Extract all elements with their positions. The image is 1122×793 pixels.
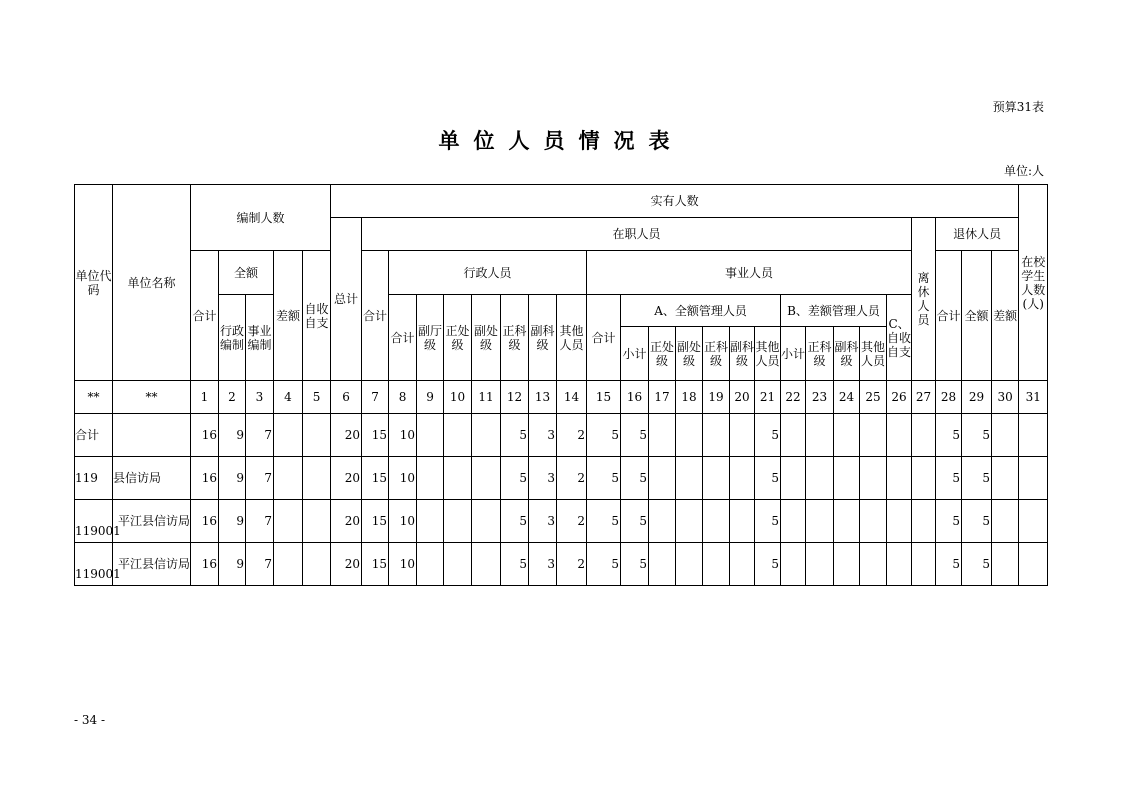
row-value-col-9 <box>417 500 444 543</box>
header-institution-staffing: 事业编制 <box>246 295 274 381</box>
index-cell: 23 <box>806 381 834 414</box>
header-b-section-deputy: 副科级 <box>834 327 860 381</box>
row-value-col-30 <box>992 500 1019 543</box>
index-cell: 9 <box>417 381 444 414</box>
row-value-col-18 <box>676 414 703 457</box>
row-value-col-14: 2 <box>557 500 587 543</box>
row-value-col-2: 9 <box>219 543 246 586</box>
row-value-col-1: 16 <box>191 500 219 543</box>
row-value-col-18 <box>676 457 703 500</box>
row-value-col-27 <box>912 500 936 543</box>
row-value-col-4 <box>274 457 303 500</box>
index-cell: 3 <box>246 381 274 414</box>
row-value-col-14: 2 <box>557 457 587 500</box>
row-value-col-14: 2 <box>557 414 587 457</box>
table-body <box>75 414 1048 586</box>
row-value-col-22 <box>781 414 806 457</box>
row-value-col-23 <box>806 543 834 586</box>
header-staffing-full: 全额 <box>219 251 274 295</box>
row-value-col-25 <box>860 457 887 500</box>
header-b-subtotal: 小计 <box>781 327 806 381</box>
row-value-col-24 <box>834 543 860 586</box>
row-value-col-14: 2 <box>557 543 587 586</box>
header-a-section-deputy: 副科级 <box>730 327 755 381</box>
header-a-section-chief: 正科级 <box>703 327 730 381</box>
row-value-col-30 <box>992 543 1019 586</box>
index-cell: 7 <box>362 381 389 414</box>
row-value-col-19 <box>703 414 730 457</box>
row-value-col-8: 10 <box>389 500 417 543</box>
index-cell: 30 <box>992 381 1019 414</box>
row-unit-name: 平江县信访局 <box>113 500 191 543</box>
header-in-service-total: 合计 <box>362 251 389 381</box>
row-value-col-21: 5 <box>755 500 781 543</box>
row-value-col-3: 7 <box>246 500 274 543</box>
row-value-col-10 <box>444 457 472 500</box>
header-a-dept-chief: 正处级 <box>649 327 676 381</box>
index-cell: 1 <box>191 381 219 414</box>
row-value-col-19 <box>703 500 730 543</box>
row-value-col-5 <box>303 543 331 586</box>
row-value-col-16: 5 <box>621 543 649 586</box>
row-value-col-18 <box>676 543 703 586</box>
row-unit-code: 119001 <box>75 543 113 586</box>
row-value-col-26 <box>887 414 912 457</box>
row-value-col-7: 15 <box>362 457 389 500</box>
header-b-others: 其他人员 <box>860 327 887 381</box>
row-value-col-21: 5 <box>755 457 781 500</box>
row-value-col-15: 5 <box>587 457 621 500</box>
index-cell: 5 <box>303 381 331 414</box>
index-cell: 18 <box>676 381 703 414</box>
page-title: 单位人员情况表 <box>438 128 684 153</box>
row-value-col-9 <box>417 414 444 457</box>
row-value-col-28: 5 <box>936 457 962 500</box>
row-value-col-2: 9 <box>219 414 246 457</box>
row-value-col-28: 5 <box>936 500 962 543</box>
row-value-col-31 <box>1019 414 1048 457</box>
row-value-col-29: 5 <box>962 500 992 543</box>
row-value-col-2: 9 <box>219 500 246 543</box>
row-value-col-1: 16 <box>191 414 219 457</box>
header-institution: 事业人员 <box>587 251 912 295</box>
row-value-col-17 <box>649 500 676 543</box>
index-cell: 16 <box>621 381 649 414</box>
index-cell: 22 <box>781 381 806 414</box>
row-unit-code: 119 <box>75 457 113 500</box>
row-value-col-17 <box>649 414 676 457</box>
row-value-col-6: 20 <box>331 543 362 586</box>
header-retired-diff: 差额 <box>992 251 1019 381</box>
row-value-col-12: 5 <box>501 414 529 457</box>
row-value-col-22 <box>781 457 806 500</box>
row-value-col-22 <box>781 500 806 543</box>
row-unit-name: 平江县信访局 <box>113 543 191 586</box>
index-cell: 21 <box>755 381 781 414</box>
row-value-col-27 <box>912 457 936 500</box>
row-value-col-7: 15 <box>362 414 389 457</box>
index-cell: 6 <box>331 381 362 414</box>
row-unit-code: 合计 <box>75 414 113 457</box>
row-value-col-30 <box>992 414 1019 457</box>
index-cell: 14 <box>557 381 587 414</box>
header-admin: 行政人员 <box>389 251 587 295</box>
header-staffing-total: 合计 <box>191 251 219 381</box>
row-value-col-28: 5 <box>936 414 962 457</box>
index-cell: ** <box>75 381 113 414</box>
index-cell: 2 <box>219 381 246 414</box>
row-value-col-5 <box>303 414 331 457</box>
index-cell: 31 <box>1019 381 1048 414</box>
row-value-col-25 <box>860 543 887 586</box>
row-value-col-1: 16 <box>191 543 219 586</box>
index-cell: 11 <box>472 381 501 414</box>
index-cell: 10 <box>444 381 472 414</box>
row-value-col-15: 5 <box>587 414 621 457</box>
row-value-col-11 <box>472 543 501 586</box>
row-value-col-4 <box>274 414 303 457</box>
row-value-col-4 <box>274 543 303 586</box>
row-value-col-11 <box>472 457 501 500</box>
row-value-col-16: 5 <box>621 457 649 500</box>
row-value-col-19 <box>703 543 730 586</box>
index-cell: 20 <box>730 381 755 414</box>
row-value-col-16: 5 <box>621 500 649 543</box>
table-row <box>75 500 1048 543</box>
row-value-col-26 <box>887 500 912 543</box>
row-value-col-15: 5 <box>587 500 621 543</box>
row-value-col-3: 7 <box>246 457 274 500</box>
index-cell: 27 <box>912 381 936 414</box>
row-value-col-31 <box>1019 457 1048 500</box>
row-value-col-19 <box>703 457 730 500</box>
header-group-b: B、差额管理人员 <box>781 295 887 327</box>
header-admin-staffing: 行政编制 <box>219 295 246 381</box>
row-value-col-5 <box>303 500 331 543</box>
header-admin-total: 合计 <box>389 295 417 381</box>
index-cell: ** <box>113 381 191 414</box>
row-value-col-17 <box>649 457 676 500</box>
header-staffing: 编制人数 <box>191 185 331 251</box>
header-group-a: A、全额管理人员 <box>621 295 781 327</box>
row-value-col-20 <box>730 500 755 543</box>
row-value-col-10 <box>444 500 472 543</box>
header-retired-full: 全额 <box>962 251 992 381</box>
row-value-col-31 <box>1019 543 1048 586</box>
header-students: 在校学生人数(人) <box>1019 185 1048 381</box>
index-cell: 13 <box>529 381 557 414</box>
index-cell: 15 <box>587 381 621 414</box>
header-unit-code: 单位代码 <box>75 185 113 381</box>
row-value-col-25 <box>860 500 887 543</box>
row-value-col-9 <box>417 457 444 500</box>
index-cell: 26 <box>887 381 912 414</box>
row-value-col-21: 5 <box>755 414 781 457</box>
row-value-col-11 <box>472 500 501 543</box>
row-value-col-31 <box>1019 500 1048 543</box>
row-value-col-28: 5 <box>936 543 962 586</box>
row-value-col-13: 3 <box>529 543 557 586</box>
row-value-col-27 <box>912 414 936 457</box>
table-row <box>75 414 1048 457</box>
row-value-col-6: 20 <box>331 457 362 500</box>
row-value-col-26 <box>887 543 912 586</box>
row-value-col-12: 5 <box>501 500 529 543</box>
row-value-col-24 <box>834 500 860 543</box>
index-cell: 8 <box>389 381 417 414</box>
row-value-col-20 <box>730 457 755 500</box>
row-value-col-10 <box>444 414 472 457</box>
unit-label: 单位:人 <box>1003 164 1044 178</box>
header-staffing-diff: 差额 <box>274 251 303 381</box>
index-cell: 29 <box>962 381 992 414</box>
header-in-service: 在职人员 <box>362 218 912 251</box>
row-unit-name: 县信访局 <box>113 457 191 500</box>
row-value-col-13: 3 <box>529 414 557 457</box>
row-value-col-29: 5 <box>962 457 992 500</box>
personnel-table <box>74 184 1048 586</box>
row-value-col-13: 3 <box>529 457 557 500</box>
index-cell: 25 <box>860 381 887 414</box>
table-row <box>75 543 1048 586</box>
header-admin-deputy-dept: 副厅级 <box>417 295 444 381</box>
header-retired-total: 合计 <box>936 251 962 381</box>
row-value-col-7: 15 <box>362 543 389 586</box>
row-value-col-21: 5 <box>755 543 781 586</box>
row-value-col-22 <box>781 543 806 586</box>
row-value-col-29: 5 <box>962 414 992 457</box>
index-cell: 4 <box>274 381 303 414</box>
row-value-col-6: 20 <box>331 414 362 457</box>
row-value-col-23 <box>806 457 834 500</box>
row-value-col-2: 9 <box>219 457 246 500</box>
header-unit-name: 单位名称 <box>113 185 191 381</box>
row-value-col-8: 10 <box>389 543 417 586</box>
row-value-col-24 <box>834 414 860 457</box>
row-value-col-23 <box>806 500 834 543</box>
budget-table-label: 预算31表 <box>992 100 1044 114</box>
row-value-col-17 <box>649 543 676 586</box>
header-grand-total: 总计 <box>331 218 362 381</box>
row-value-col-18 <box>676 500 703 543</box>
index-cell: 24 <box>834 381 860 414</box>
page-number: - 34 - <box>74 713 106 727</box>
header-admin-dept-deputy: 副处级 <box>472 295 501 381</box>
row-unit-code: 119001 <box>75 500 113 543</box>
header-admin-others: 其他人员 <box>557 295 587 381</box>
row-unit-name <box>113 414 191 457</box>
row-value-col-27 <box>912 543 936 586</box>
header-retired-cadre: 离休人员 <box>912 218 936 381</box>
row-value-col-26 <box>887 457 912 500</box>
row-value-col-12: 5 <box>501 543 529 586</box>
header-a-subtotal: 小计 <box>621 327 649 381</box>
row-value-col-3: 7 <box>246 543 274 586</box>
row-value-col-29: 5 <box>962 543 992 586</box>
row-value-col-15: 5 <box>587 543 621 586</box>
row-value-col-3: 7 <box>246 414 274 457</box>
row-value-col-8: 10 <box>389 457 417 500</box>
row-value-col-23 <box>806 414 834 457</box>
row-value-col-13: 3 <box>529 500 557 543</box>
row-value-col-5 <box>303 457 331 500</box>
header-a-dept-deputy: 副处级 <box>676 327 703 381</box>
header-actual: 实有人数 <box>331 185 1019 218</box>
header-b-section-chief: 正科级 <box>806 327 834 381</box>
row-value-col-16: 5 <box>621 414 649 457</box>
row-value-col-20 <box>730 414 755 457</box>
row-value-col-20 <box>730 543 755 586</box>
row-value-col-10 <box>444 543 472 586</box>
row-value-col-24 <box>834 457 860 500</box>
header-staffing-self: 自收自支 <box>303 251 331 381</box>
header-retired: 退休人员 <box>936 218 1019 251</box>
index-cell: 28 <box>936 381 962 414</box>
row-value-col-9 <box>417 543 444 586</box>
header-a-others: 其他人员 <box>755 327 781 381</box>
row-value-col-30 <box>992 457 1019 500</box>
index-cell: 17 <box>649 381 676 414</box>
header-group-c: C、自收自支 <box>887 295 912 381</box>
table-row <box>75 457 1048 500</box>
row-value-col-1: 16 <box>191 457 219 500</box>
index-cell: 19 <box>703 381 730 414</box>
row-value-col-8: 10 <box>389 414 417 457</box>
row-value-col-4 <box>274 500 303 543</box>
header-institution-total: 合计 <box>587 295 621 381</box>
row-value-col-11 <box>472 414 501 457</box>
header-admin-dept-chief: 正处级 <box>444 295 472 381</box>
row-value-col-7: 15 <box>362 500 389 543</box>
header-admin-section-chief: 正科级 <box>501 295 529 381</box>
row-value-col-6: 20 <box>331 500 362 543</box>
index-cell: 12 <box>501 381 529 414</box>
row-value-col-25 <box>860 414 887 457</box>
row-value-col-12: 5 <box>501 457 529 500</box>
header-admin-section-deputy: 副科级 <box>529 295 557 381</box>
